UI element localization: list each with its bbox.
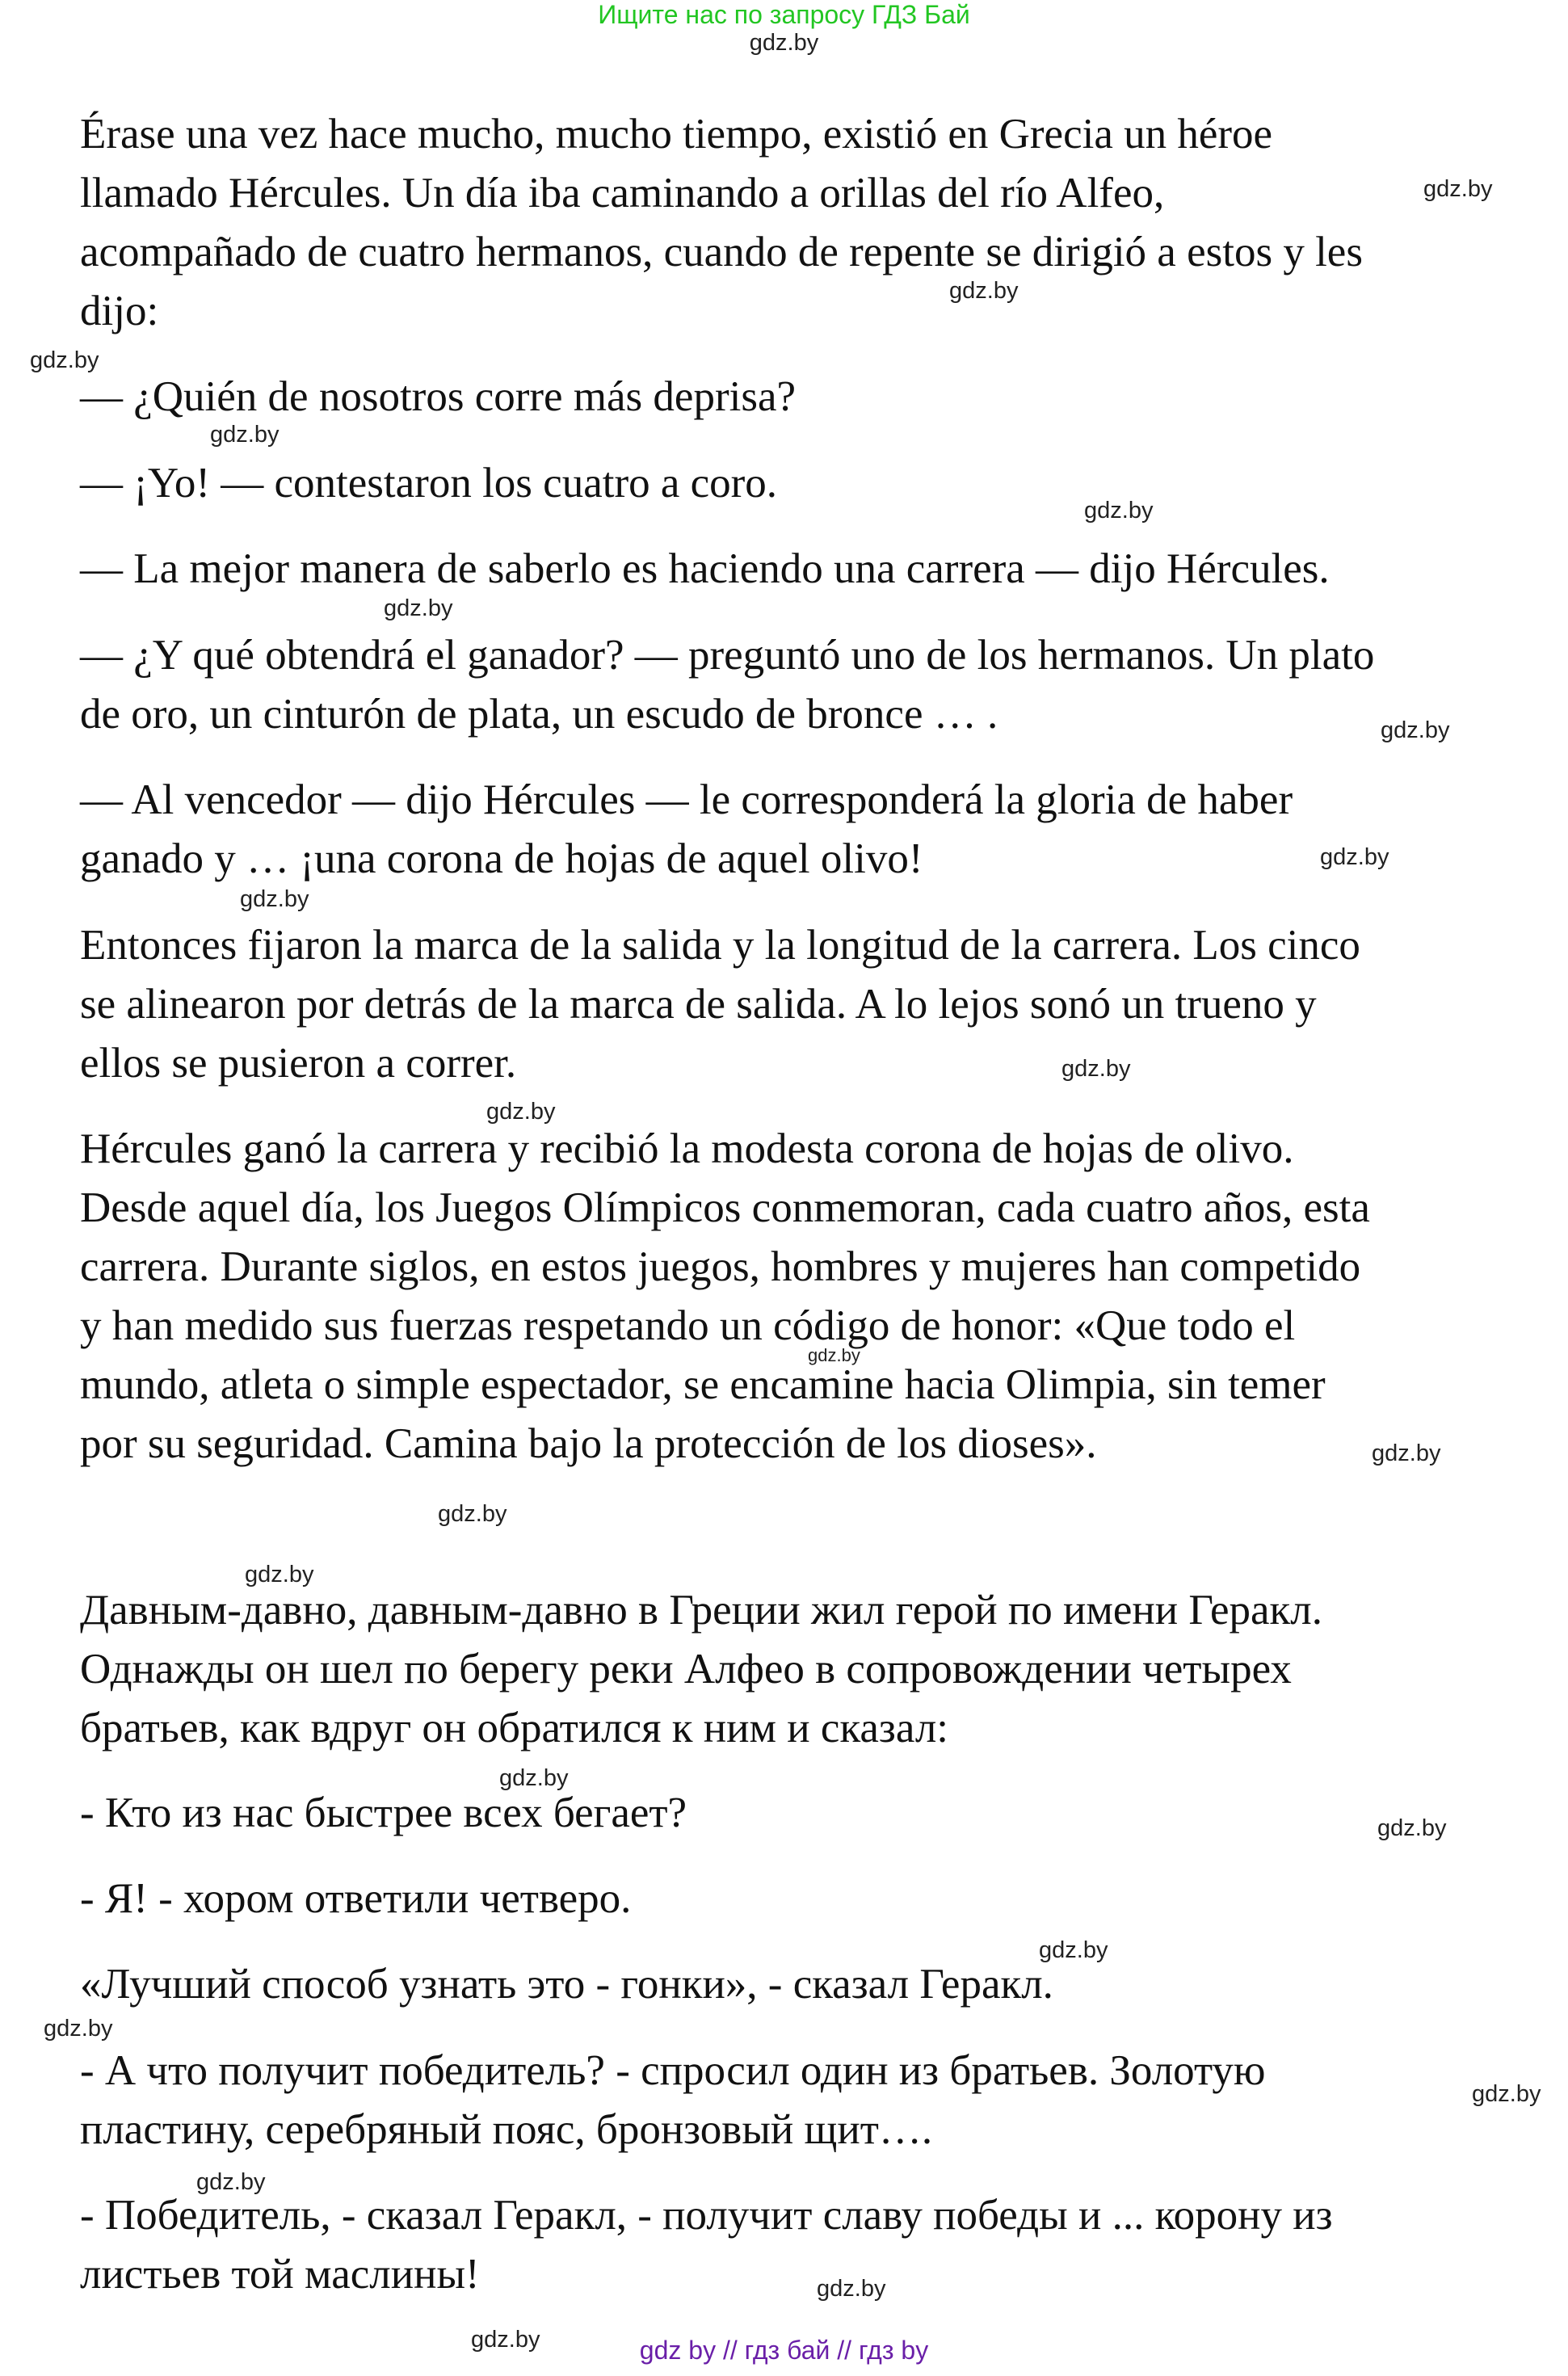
spanish-line-answer: — ¡Yo! — contestaron los cuatro a coro. — [80, 460, 778, 507]
watermark-site-mark: gdz.by — [808, 1345, 860, 1365]
watermark-site-mark: gdz.by — [240, 886, 309, 912]
watermark-site-mark: gdz.by — [210, 422, 280, 448]
watermark-site-mark: gdz.by — [499, 1765, 569, 1791]
russian-paragraph-prize: - А что получит победитель? - спросил один из братьев. Золотую пластину, серебряный пояс, бронзовый щит…. — [80, 2047, 1266, 2153]
footer-site-links: gdz by // гдз бай // гдз by — [639, 2336, 929, 2365]
watermark-site-mark: gdz.by — [245, 1562, 314, 1588]
spanish-paragraph-prize: — ¿Y qué obtendrá el ganador? — preguntó uno de los hermanos. Un plato de oro, un cinturón de plata, un escudo de bronce … . — [80, 632, 1375, 738]
russian-line-best-way: «Лучший способ узнать это - гонки», - сказал Геракл. — [80, 1961, 1053, 2008]
russian-paragraph-intro: Давным-давно, давным-давно в Греции жил герой по имени Геракл. Однажды он шел по берегу реки Алфео в сопровождении четырех братьев, как вдруг он обратился к ним и сказал: — [80, 1587, 1322, 1752]
watermark-site-mark: gdz.by — [30, 347, 99, 373]
watermark-site-mark: gdz.by — [1084, 498, 1154, 524]
header-search-text: Ищите нас по запросу ГДЗ Бай — [598, 0, 970, 29]
russian-line-question: - Кто из нас быстрее всех бегает? — [80, 1789, 687, 1836]
watermark-site-mark: gdz.by — [1472, 2081, 1541, 2107]
spanish-paragraph-race: Entonces fijaron la marca de la salida y la longitud de la carrera. Los cinco se alinearon por detrás de la marca de salida. A lo lejos sonó un trueno y ellos se pusieron a correr. — [80, 922, 1360, 1087]
watermark-site-mark: gdz.by — [438, 1501, 507, 1527]
header-search-hint — [0, 0, 1568, 57]
spanish-paragraph-winner: — Al vencedor — dijo Hércules — le corresponderá la gloria de haber ganado y … ¡una corona de hojas de aquel olivo! — [80, 776, 1293, 882]
watermark-site-mark: gdz.by — [486, 1099, 556, 1125]
watermark-site-mark: gdz.by — [1039, 1937, 1108, 1963]
spanish-paragraph-games: Hércules ganó la carrera y recibió la modesta corona de hojas de olivo. Desde aquel día, los Juegos Olímpicos conmemoran, cada cuatro años, esta carrera. Durante siglos, en estos juegos, hombres y mujeres han competido y han medido sus fuerzas respetando un código de honor: «Que todo el mundo, atleta o simple espectador, se encamine hacia Olimpia, sin temer por su seguridad. Camina bajo la protección de los dioses». — [80, 1125, 1370, 1467]
russian-paragraph-winner: - Победитель, - сказал Геракл, - получит славу победы и ... корону из листьев той маслины! — [80, 2192, 1333, 2298]
watermark-site-mark: gdz.by — [384, 595, 453, 621]
watermark-site-mark: gdz.by — [1372, 1440, 1441, 1466]
watermark-site-mark: gdz.by — [1377, 1815, 1447, 1841]
watermark-site-mark: gdz.by — [1381, 717, 1450, 743]
watermark-site-mark: gdz.by — [1423, 176, 1493, 202]
watermark-site-mark: gdz.by — [949, 278, 1019, 304]
watermark-site-mark: gdz.by — [471, 2327, 540, 2353]
watermark-site-mark: gdz.by — [1061, 1056, 1131, 1082]
header-site-mark: gdz.by — [749, 30, 819, 56]
spanish-line-question: — ¿Quién de nosotros corre más deprisa? — [80, 373, 796, 420]
spanish-line-best-way: — La mejor manera de saberlo es haciendo una carrera — dijo Hércules. — [80, 545, 1330, 592]
watermark-site-mark: gdz.by — [817, 2276, 886, 2302]
watermark-site-mark: gdz.by — [196, 2169, 266, 2195]
watermark-site-mark: gdz.by — [1320, 844, 1389, 870]
spanish-paragraph-intro: Érase una vez hace mucho, mucho tiempo, existió en Grecia un héroe llamado Hércules. Un día iba caminando a orillas del río Alfeo, acompañado de cuatro hermanos, cuando de repente se dirigió a estos y les dijo: — [80, 111, 1363, 334]
russian-line-answer: - Я! - хором ответили четверо. — [80, 1875, 632, 1922]
watermark-site-mark: gdz.by — [44, 2016, 113, 2042]
